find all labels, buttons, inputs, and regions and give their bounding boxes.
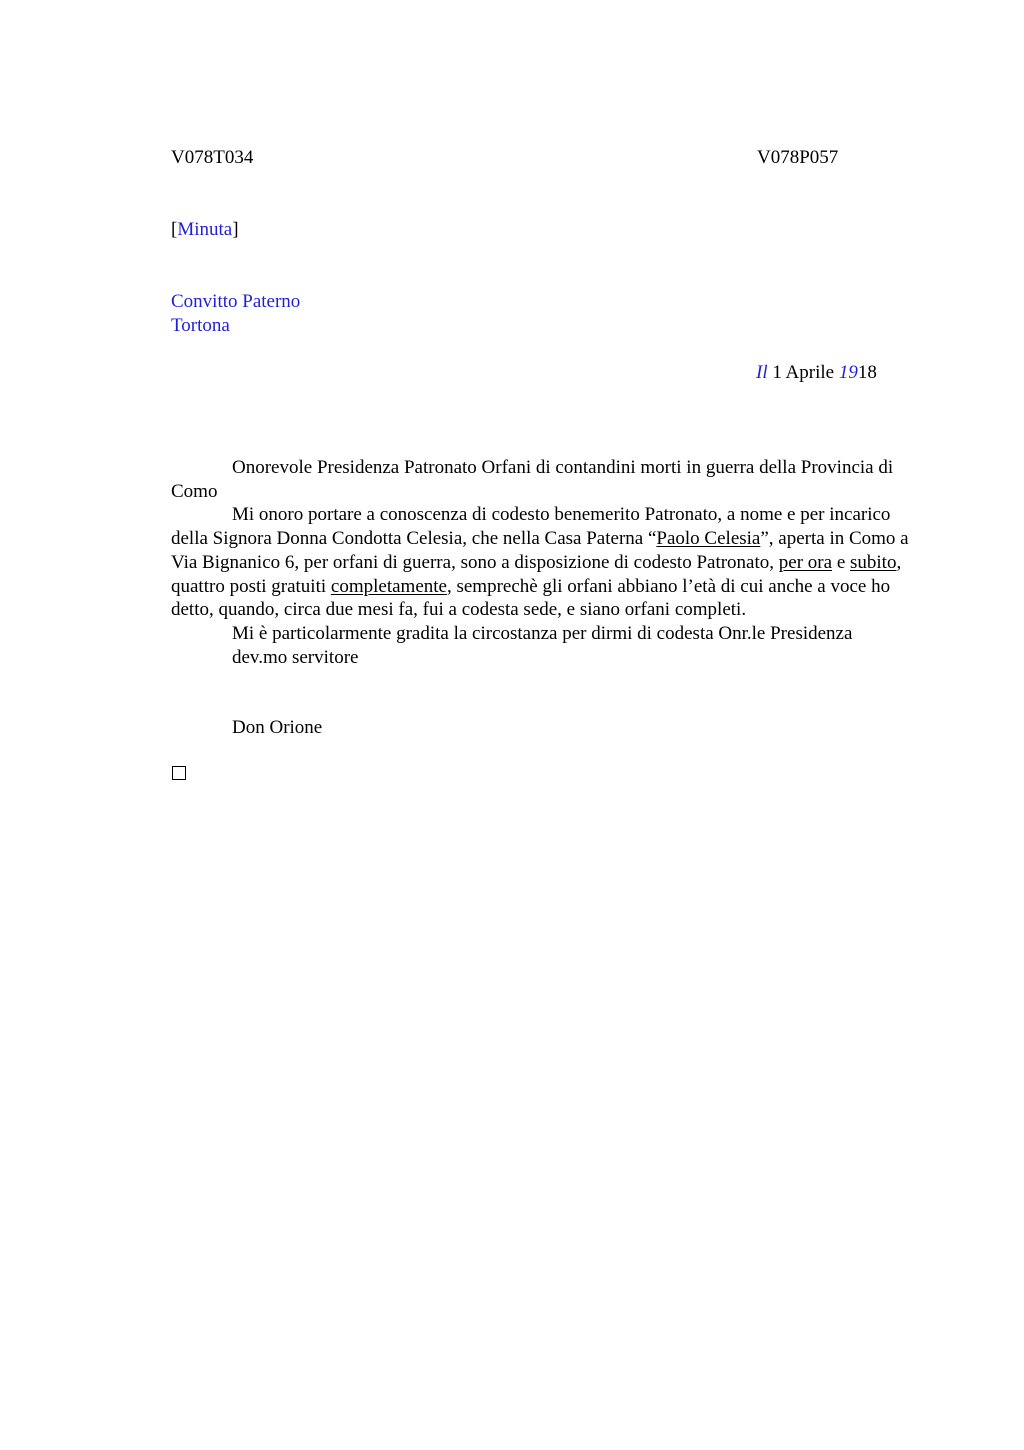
minuta-label xyxy=(171,218,239,242)
minuta-text: Minuta xyxy=(177,219,233,240)
document-code-right: V078P057 xyxy=(757,147,839,168)
underlined-per-ora: per ora xyxy=(778,551,833,573)
closing-text: Mi è particolarmente gradita la circostanza per dirmi di codesta Onr.le Presidenza xyxy=(232,622,853,644)
addressee-paragraph xyxy=(171,456,916,503)
sender-line-1: Convitto Paterno xyxy=(171,291,301,312)
main-text-c: e xyxy=(832,551,850,573)
servant-line xyxy=(171,646,916,670)
signature xyxy=(171,716,322,740)
date-year-part1: 19 xyxy=(838,362,858,383)
minuta-open-bracket: [ xyxy=(171,219,178,240)
underlined-paolo-celesia: Paolo Celesia xyxy=(656,528,761,550)
underlined-subito: subito xyxy=(850,551,897,573)
main-paragraph xyxy=(171,503,916,622)
main-text-a: Mi onoro portare a conoscenza di codesto benemerito Patronato, a nome e per incarico della Signora Donna Condotta Celesia, che nella Casa Paterna “ xyxy=(171,504,891,550)
sender-line-2: Tortona xyxy=(171,314,230,336)
date-day-month: 1 Aprile xyxy=(767,362,839,383)
date-prefix: Il xyxy=(756,362,768,383)
document-code-left: V078T034 xyxy=(171,147,254,168)
letter-body xyxy=(171,456,916,669)
date-year-part2: 18 xyxy=(857,362,877,383)
signature-text: Don Orione xyxy=(232,717,323,738)
letter-date xyxy=(756,361,877,385)
main-text-d: , quattro posti gratuiti xyxy=(171,551,902,597)
minuta-close-bracket: ] xyxy=(232,219,239,240)
servant-text: dev.mo servitore xyxy=(232,646,359,668)
underlined-completamente: completamente xyxy=(330,575,447,597)
closing-paragraph xyxy=(171,622,916,646)
sender-block xyxy=(171,290,300,337)
main-text-e: , semprechè gli orfani abbiano l’età di cui anche a voce ho detto, quando, circa due mesi fa, fui a codesta sede, e siano orfani completi. xyxy=(171,575,891,621)
square-box-icon xyxy=(172,766,186,780)
main-text-b: ”, aperta in Como a Via Bignanico 6, per orfani di guerra, sono a disposizione di codesto Patronato, xyxy=(171,528,909,573)
addressee-text: Onorevole Presidenza Patronato Orfani di contandini morti in guerra della Provincia di Como xyxy=(171,457,894,502)
